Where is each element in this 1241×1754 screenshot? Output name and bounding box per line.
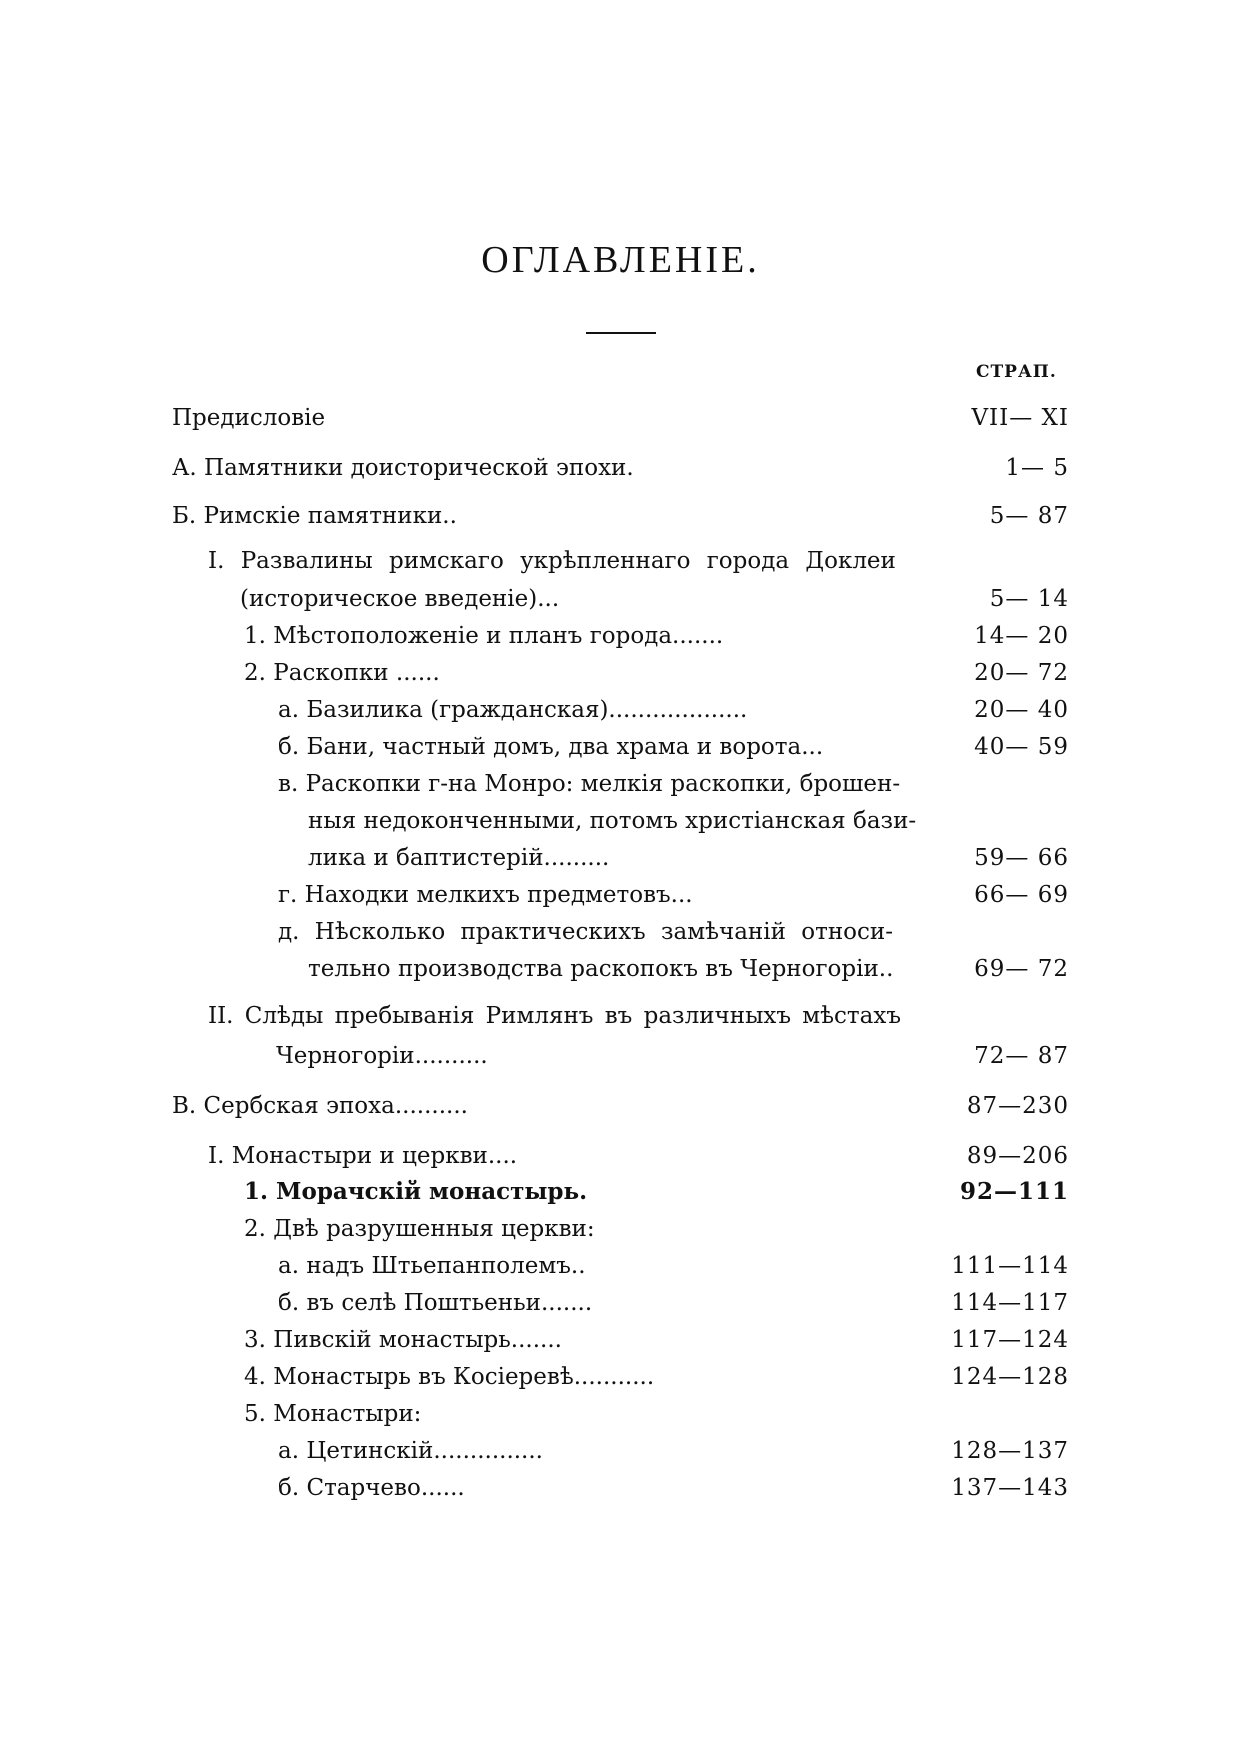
toc-entry-pages: 5— 14	[989, 586, 1069, 612]
toc-entry-text: а. надъ Штьепанполемъ..	[278, 1253, 586, 1279]
toc-entry-text: А. Памятники доисторической эпохи.	[172, 455, 634, 481]
toc-entry-text: лика и баптистерій.........	[308, 845, 610, 871]
toc-entry-text: 2. Раскопки ......	[244, 660, 440, 686]
toc-entry-pages: 137—143	[951, 1475, 1069, 1501]
toc-entry-pages: 89—206	[966, 1143, 1069, 1169]
toc-entry-pages: 87—230	[966, 1093, 1069, 1119]
toc-entry-text: 5. Монастыри:	[244, 1401, 422, 1427]
toc-entry-text: б. въ селѣ Поштьеньи.......	[278, 1290, 593, 1316]
title-divider	[586, 332, 656, 334]
pages-column-header: СТРАП.	[976, 362, 1057, 382]
toc-entry-pages: 20— 40	[974, 697, 1069, 723]
toc-entry-text: 1. Мѣстоположеніе и планъ города.......	[244, 623, 724, 649]
page-title: ОГЛАВЛЕНІЕ.	[481, 239, 760, 281]
toc-entry-pages: 69— 72	[974, 956, 1069, 982]
toc-entry-pages: 128—137	[951, 1438, 1069, 1464]
toc-entry-pages: 124—128	[951, 1364, 1069, 1390]
toc-entry-text: ныя недоконченными, потомъ христіанская бази-	[308, 808, 917, 834]
toc-entry-text: а. Базилика (гражданская)...................	[278, 697, 748, 723]
toc-entry-text: (историческое введеніе)...	[240, 586, 560, 612]
toc-entry-pages: 92—111	[959, 1178, 1069, 1205]
toc-entry-pages: 20— 72	[974, 660, 1069, 686]
toc-entry-text: І. Развалины римскаго укрѣпленнаго города Доклеи	[208, 548, 896, 574]
toc-entry-text: б. Бани, частный домъ, два храма и ворота...	[278, 734, 824, 760]
toc-entry-text: а. Цетинскій...............	[278, 1438, 543, 1464]
toc-entry-pages: 14— 20	[974, 623, 1069, 649]
toc-entry-text: Б. Римскіе памятники..	[172, 503, 457, 529]
toc-entry-pages: 59— 66	[974, 845, 1069, 871]
toc-entry-text: 1. Морачскій монастырь.	[244, 1178, 588, 1205]
toc-entry-text: б. Старчево......	[278, 1475, 465, 1501]
toc-entry-pages: 111—114	[951, 1253, 1069, 1279]
toc-entry-pages: 66— 69	[974, 882, 1069, 908]
toc-entry-text: в. Раскопки г-на Монро: мелкія раскопки, брошен-	[278, 771, 901, 797]
toc-entry-text: В. Сербская эпоха..........	[172, 1093, 468, 1119]
toc-entry-pages: 114—117	[951, 1290, 1069, 1316]
toc-entry-text: 2. Двѣ разрушенныя церкви:	[244, 1216, 595, 1242]
toc-entry-pages: 72— 87	[974, 1043, 1069, 1069]
toc-entry-text: тельно производства раскопокъ въ Черногоріи..	[308, 956, 894, 982]
toc-entry-pages: 40— 59	[974, 734, 1069, 760]
toc-entry-text: І. Монастыри и церкви....	[208, 1143, 518, 1169]
toc-entry-text: 3. Пивскій монастырь.......	[244, 1327, 562, 1353]
toc-entry-pages: 1— 5	[1005, 455, 1069, 481]
toc-entry-pages: 117—124	[951, 1327, 1069, 1353]
toc-entry-text: 4. Монастырь въ Косіеревѣ...........	[244, 1364, 655, 1390]
toc-entry-text: г. Находки мелкихъ предметовъ...	[278, 882, 693, 908]
toc-entry-text: Черногоріи..........	[276, 1043, 488, 1069]
toc-entry-text: Предисловіе	[172, 405, 326, 431]
toc-entry-pages: VII— XI	[971, 405, 1069, 431]
toc-entry-pages: 5— 87	[989, 503, 1069, 529]
toc-entry-text: д. Нѣсколько практическихъ замѣчаній относи-	[278, 919, 893, 945]
toc-entry-text: ІІ. Слѣды пребыванія Римлянъ въ различныхъ мѣстахъ	[208, 1003, 901, 1029]
